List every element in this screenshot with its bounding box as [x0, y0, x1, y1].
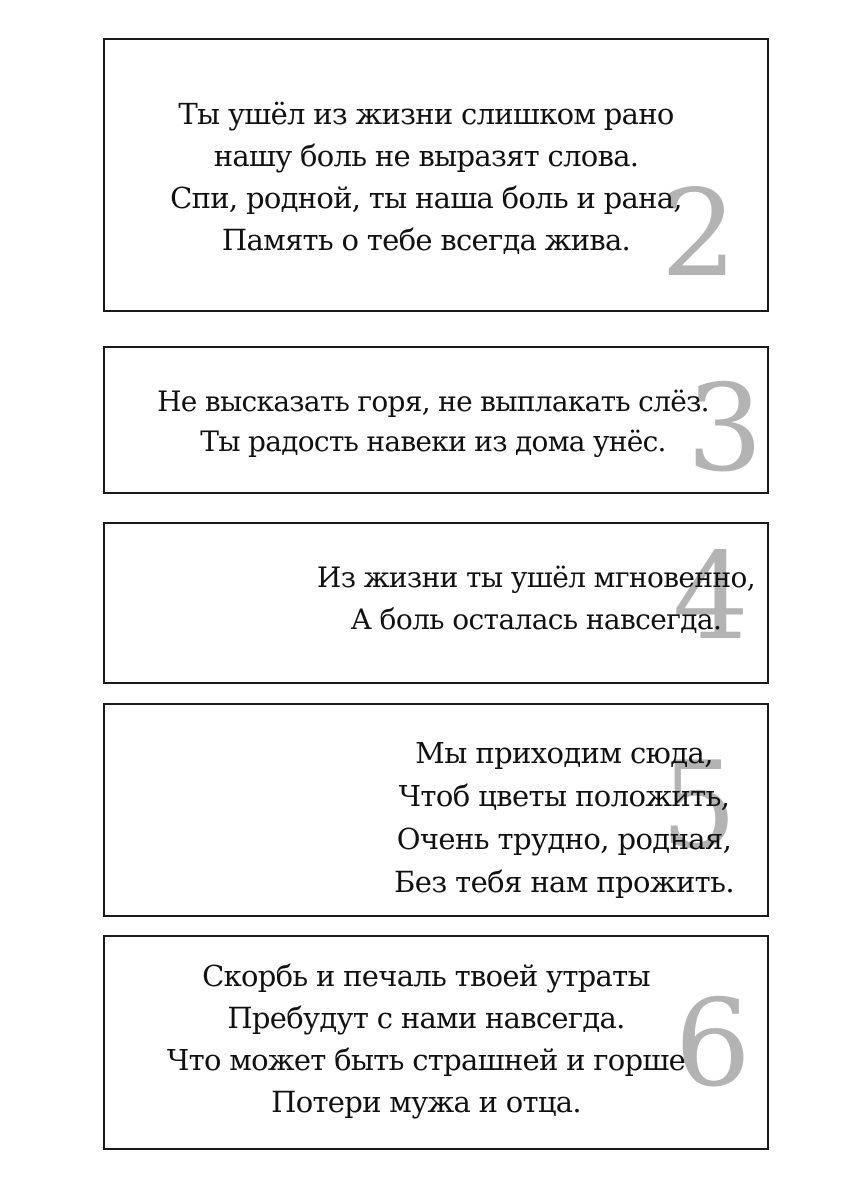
verse-card-5: [103, 703, 769, 917]
verse-line: Ты радость навеки из дома унёс.: [200, 425, 666, 458]
card-number: 4: [672, 528, 749, 667]
verse-line: Из жизни ты ушёл мгновенно,: [316, 561, 756, 594]
verse-text: [105, 557, 767, 641]
verse-line: Пребудут с нами навсегда.: [227, 1001, 625, 1035]
verse-line: Потери мужа и отца.: [271, 1085, 581, 1119]
verse-card-3: [103, 346, 769, 494]
verse-text: [105, 382, 767, 462]
verse-card-6: [103, 935, 769, 1150]
card-number: 3: [686, 360, 763, 494]
verse-line: Чтоб цветы положить,: [398, 779, 730, 813]
verse-line: Спи, родной, ты наша боль и рана,: [170, 181, 682, 215]
verse-line: Очень трудно, родная,: [396, 822, 732, 856]
card-number: 6: [674, 975, 751, 1114]
verse-text: [105, 93, 767, 261]
verse-line: нашу боль не выразят слова.: [213, 139, 639, 173]
verse-line: Без тебя нам прожить.: [394, 865, 734, 899]
card-number: 5: [660, 737, 737, 876]
verse-line: Что может быть страшней и горше: [166, 1043, 686, 1077]
verse-line: Не высказать горя, не выплакать слёз.: [157, 385, 709, 418]
verse-text: [105, 732, 767, 904]
verse-line: Скорбь и печаль твоей утраты: [202, 959, 650, 993]
verse-line: Мы приходим сюда,: [415, 736, 713, 770]
verse-text: [105, 955, 767, 1123]
card-number: 2: [660, 165, 737, 304]
verse-line: Память о тебе всегда жива.: [221, 223, 631, 257]
verse-line: А боль осталась навсегда.: [350, 603, 722, 636]
verse-line: Ты ушёл из жизни слишком рано: [178, 97, 674, 131]
verse-card-2: [103, 38, 769, 312]
verse-card-4: [103, 522, 769, 684]
